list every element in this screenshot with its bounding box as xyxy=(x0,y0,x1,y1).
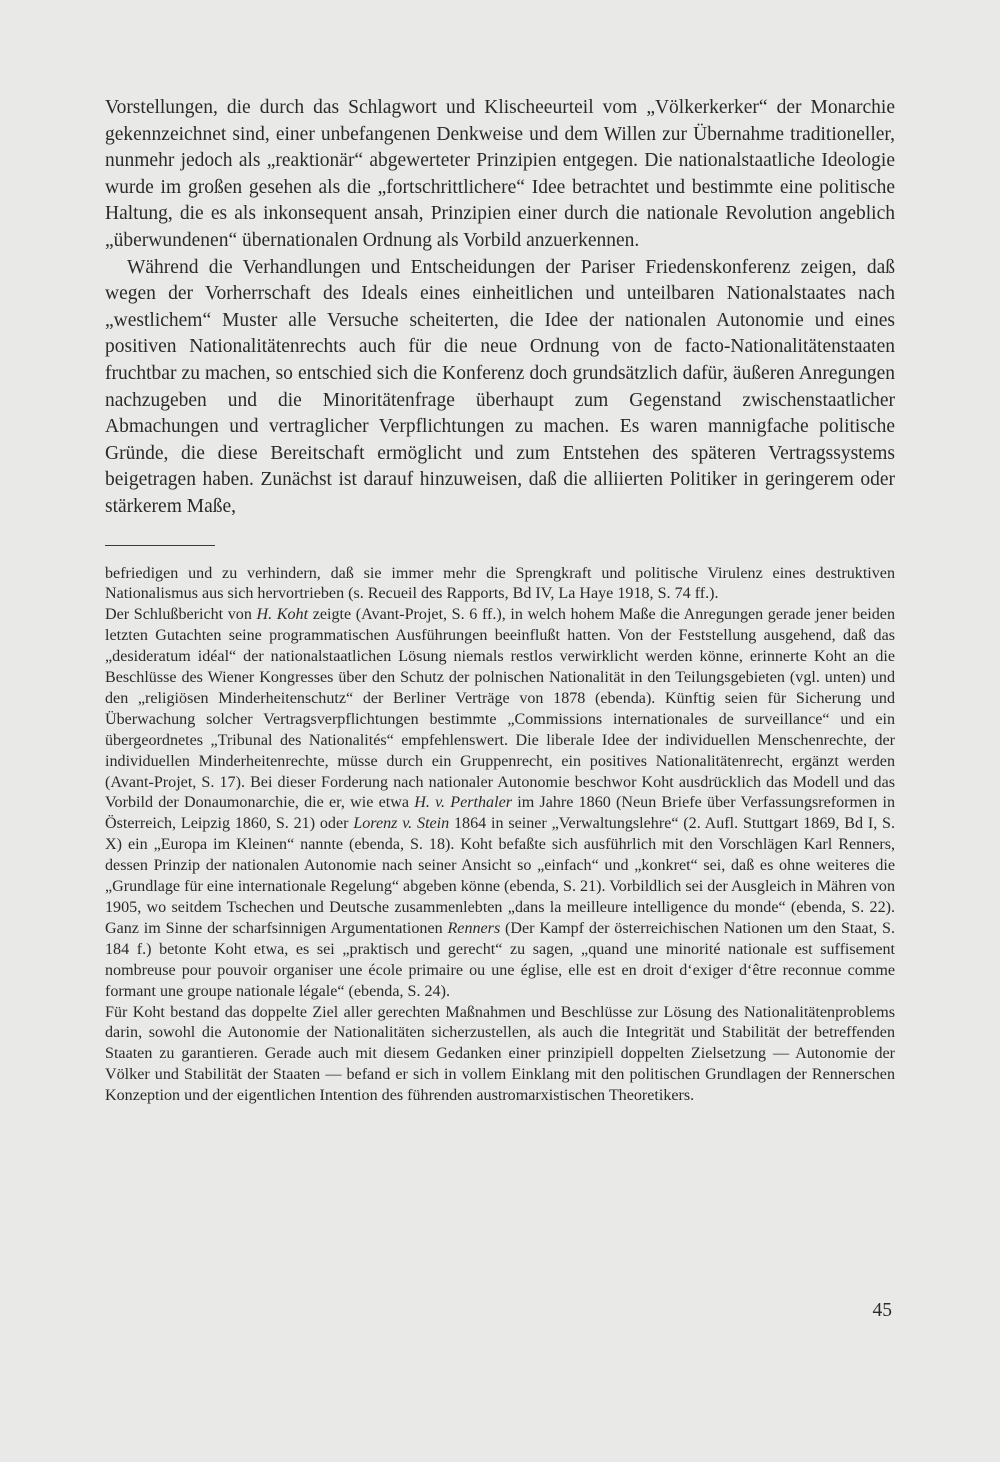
author-name: Lorenz v. Stein xyxy=(353,815,450,833)
footnote-text: Der Schlußbericht von xyxy=(105,606,257,624)
main-paragraph-1: Vorstellungen, die durch das Schlagwort und Klischeeurteil vom „Völkerkerker“ der Monarchie gekennzeichnet sind, einer unbefangenen Denkweise und dem Willen zur Übernahme traditioneller, nunmehr jedoch als „reaktionär“ abgewerteter Prinzipien entgegen. Die nationalstaatliche Ideologie wurde im großen gesehen als die „fortschrittlichere“ Idee betrachtet und bestimmte eine politische Haltung, die es als inkonsequent ansah, Prinzipien einer durch die nationale Revolution angeblich „überwundenen“ übernationalen Ordnung als Vorbild anzuerkennen. xyxy=(105,97,895,251)
footnote-text: (Der Kampf der österreichischen Nationen um den Staat, S. 184 f.) betonte Koht etwa, es sei „praktisch und gerecht“ zu sagen, „quand une minorité nationale est suffisement nombreuse pour pouvoir organiser une école primaire ou une église, elle est en droit d‘exiger d‘être reconnue comme formant une groupe nationale légale“ (ebenda, S. 24). xyxy=(105,919,895,1000)
footnote-text: im Jahre 1860 (Neun Briefe über Verfassungsreformen in Österreich, Leipzig 1860, S. 21) oder xyxy=(105,794,895,833)
footnote-text: 1864 in seiner „Verwaltungslehre“ (2. Aufl. Stuttgart 1869, Bd I, S. X) ein „Europa im Kleinen“ nannte (ebenda, S. 18). Koht befaßte sich ausführlich mit den Vorschlägen Karl Renners, dessen Prinzip der nationalen Autonomie nach seiner Ansicht so „einfach“ und „konkret“ sei, daß es ohne weiteres die „Grundlage für eine internationale Regelung“ abgeben könne (ebenda, S. 21). Vorbildlich sei der Ausgleich in Mähren von 1905, wo seitdem Tschechen und Deutsche zusammenlebten „dans la meilleure intelligence du monde“ (ebenda, S. 22). Ganz im Sinne der scharfsinnigen Argumentationen xyxy=(105,815,895,937)
footnote-koht-goal: Für Koht bestand das doppelte Ziel aller gerechten Maßnahmen und Beschlüsse zur Lösung des Nationalitätenproblems darin, sowohl die Autonomie der Nationalitäten sicherzustellen, als auch die Integrität und Stabilität der betreffenden Staaten zu garantieren. Gerade auch mit diesem Gedanken einer prinzipiell doppelten Zielsetzung — Autonomie der Völker und Stabilität der Staaten — befand er sich in vollem Einklang mit den politischen Grundlagen der Rennerschen Konzeption und der eigentlichen Intention des führenden austromarxistischen Theoretikers. xyxy=(105,1003,895,1105)
footnote-continuation: befriedigen und zu verhindern, daß sie immer mehr die Sprengkraft und politische Virulenz eines destruktiven Nationalismus aus sich hervortrieben (s. Recueil des Rapports, Bd IV, La Haye 1918, S. 74 ff.). xyxy=(105,564,895,603)
author-name: H. Koht xyxy=(256,606,309,624)
page-number: 45 xyxy=(872,1300,892,1321)
footnote-koht xyxy=(105,605,895,1002)
footnote-separator xyxy=(105,545,215,546)
author-name: H. v. Perthaler xyxy=(414,794,512,812)
page-body xyxy=(105,95,895,1107)
footnotes xyxy=(105,564,895,1108)
main-paragraph-2: Während die Verhandlungen und Entscheidungen der Pariser Friedenskonferenz zeigen, daß wegen der Vorherrschaft des Ideals eines einheitlichen und unteilbaren Nationalstaates nach „westlichem“ Muster alle Versuche scheiterten, die Idee der nationalen Autonomie und eines positiven Nationalitätenrechts auch für die neue Ordnung von de facto-Nationalitätenstaaten fruchtbar zu machen, so entschied sich die Konferenz doch grundsätzlich dafür, äußeren Anregungen nachzugeben und die Minoritätenfrage überhaupt zum Gegenstand zwischenstaatlicher Abmachungen und vertraglicher Verpflichtungen zu machen. Es waren mannigfache politische Gründe, die diese Bereitschaft ermöglicht und zum Entstehen des späteren Vertragssystems beigetragen haben. Zunächst ist darauf hinzuweisen, daß die alliierten Politiker in geringerem oder stärkerem Maße, xyxy=(105,256,895,517)
footnote-text: zeigte (Avant-Projet, S. 6 ff.), in welch hohem Maße die Anregungen gerade jener beiden letzten Gutachten seine programmatischen Ausführungen beeinflußt hatten. Von der Feststellung ausgehend, daß das „desideratum idéal“ der nationalstaatlichen Lösung niemals restlos verwirklicht werden könne, erinnerte Koht an die Beschlüsse des Wiener Kongresses über den Schutz der polnischen Nationalität in den Teilungsgebieten (vgl. unten) und den „religiösen Minderheitenschutz“ der Berliner Verträge von 1878 (ebenda). Künftig seien für Sicherung und Überwachung solcher Vertragsverpflichtungen bestimmte „Commissions internationales de surveillance“ und ein übergeordnetes „Tribunal des Nationalités“ empfehlenswert. Die liberale Idee der individuellen Menschenrechte, der individuellen Minderheitenrechte, müsse durch ein Gruppenrecht, ein positives Nationalitätenrecht, ergänzt werden (Avant-Projet, S. 17). Bei dieser Forderung nach nationaler Autonomie beschwor Koht ausdrücklich das Modell und das Vorbild der Donaumonarchie, die er, wie etwa xyxy=(105,606,895,812)
author-name: Renners xyxy=(447,919,501,937)
main-text xyxy=(105,95,895,521)
